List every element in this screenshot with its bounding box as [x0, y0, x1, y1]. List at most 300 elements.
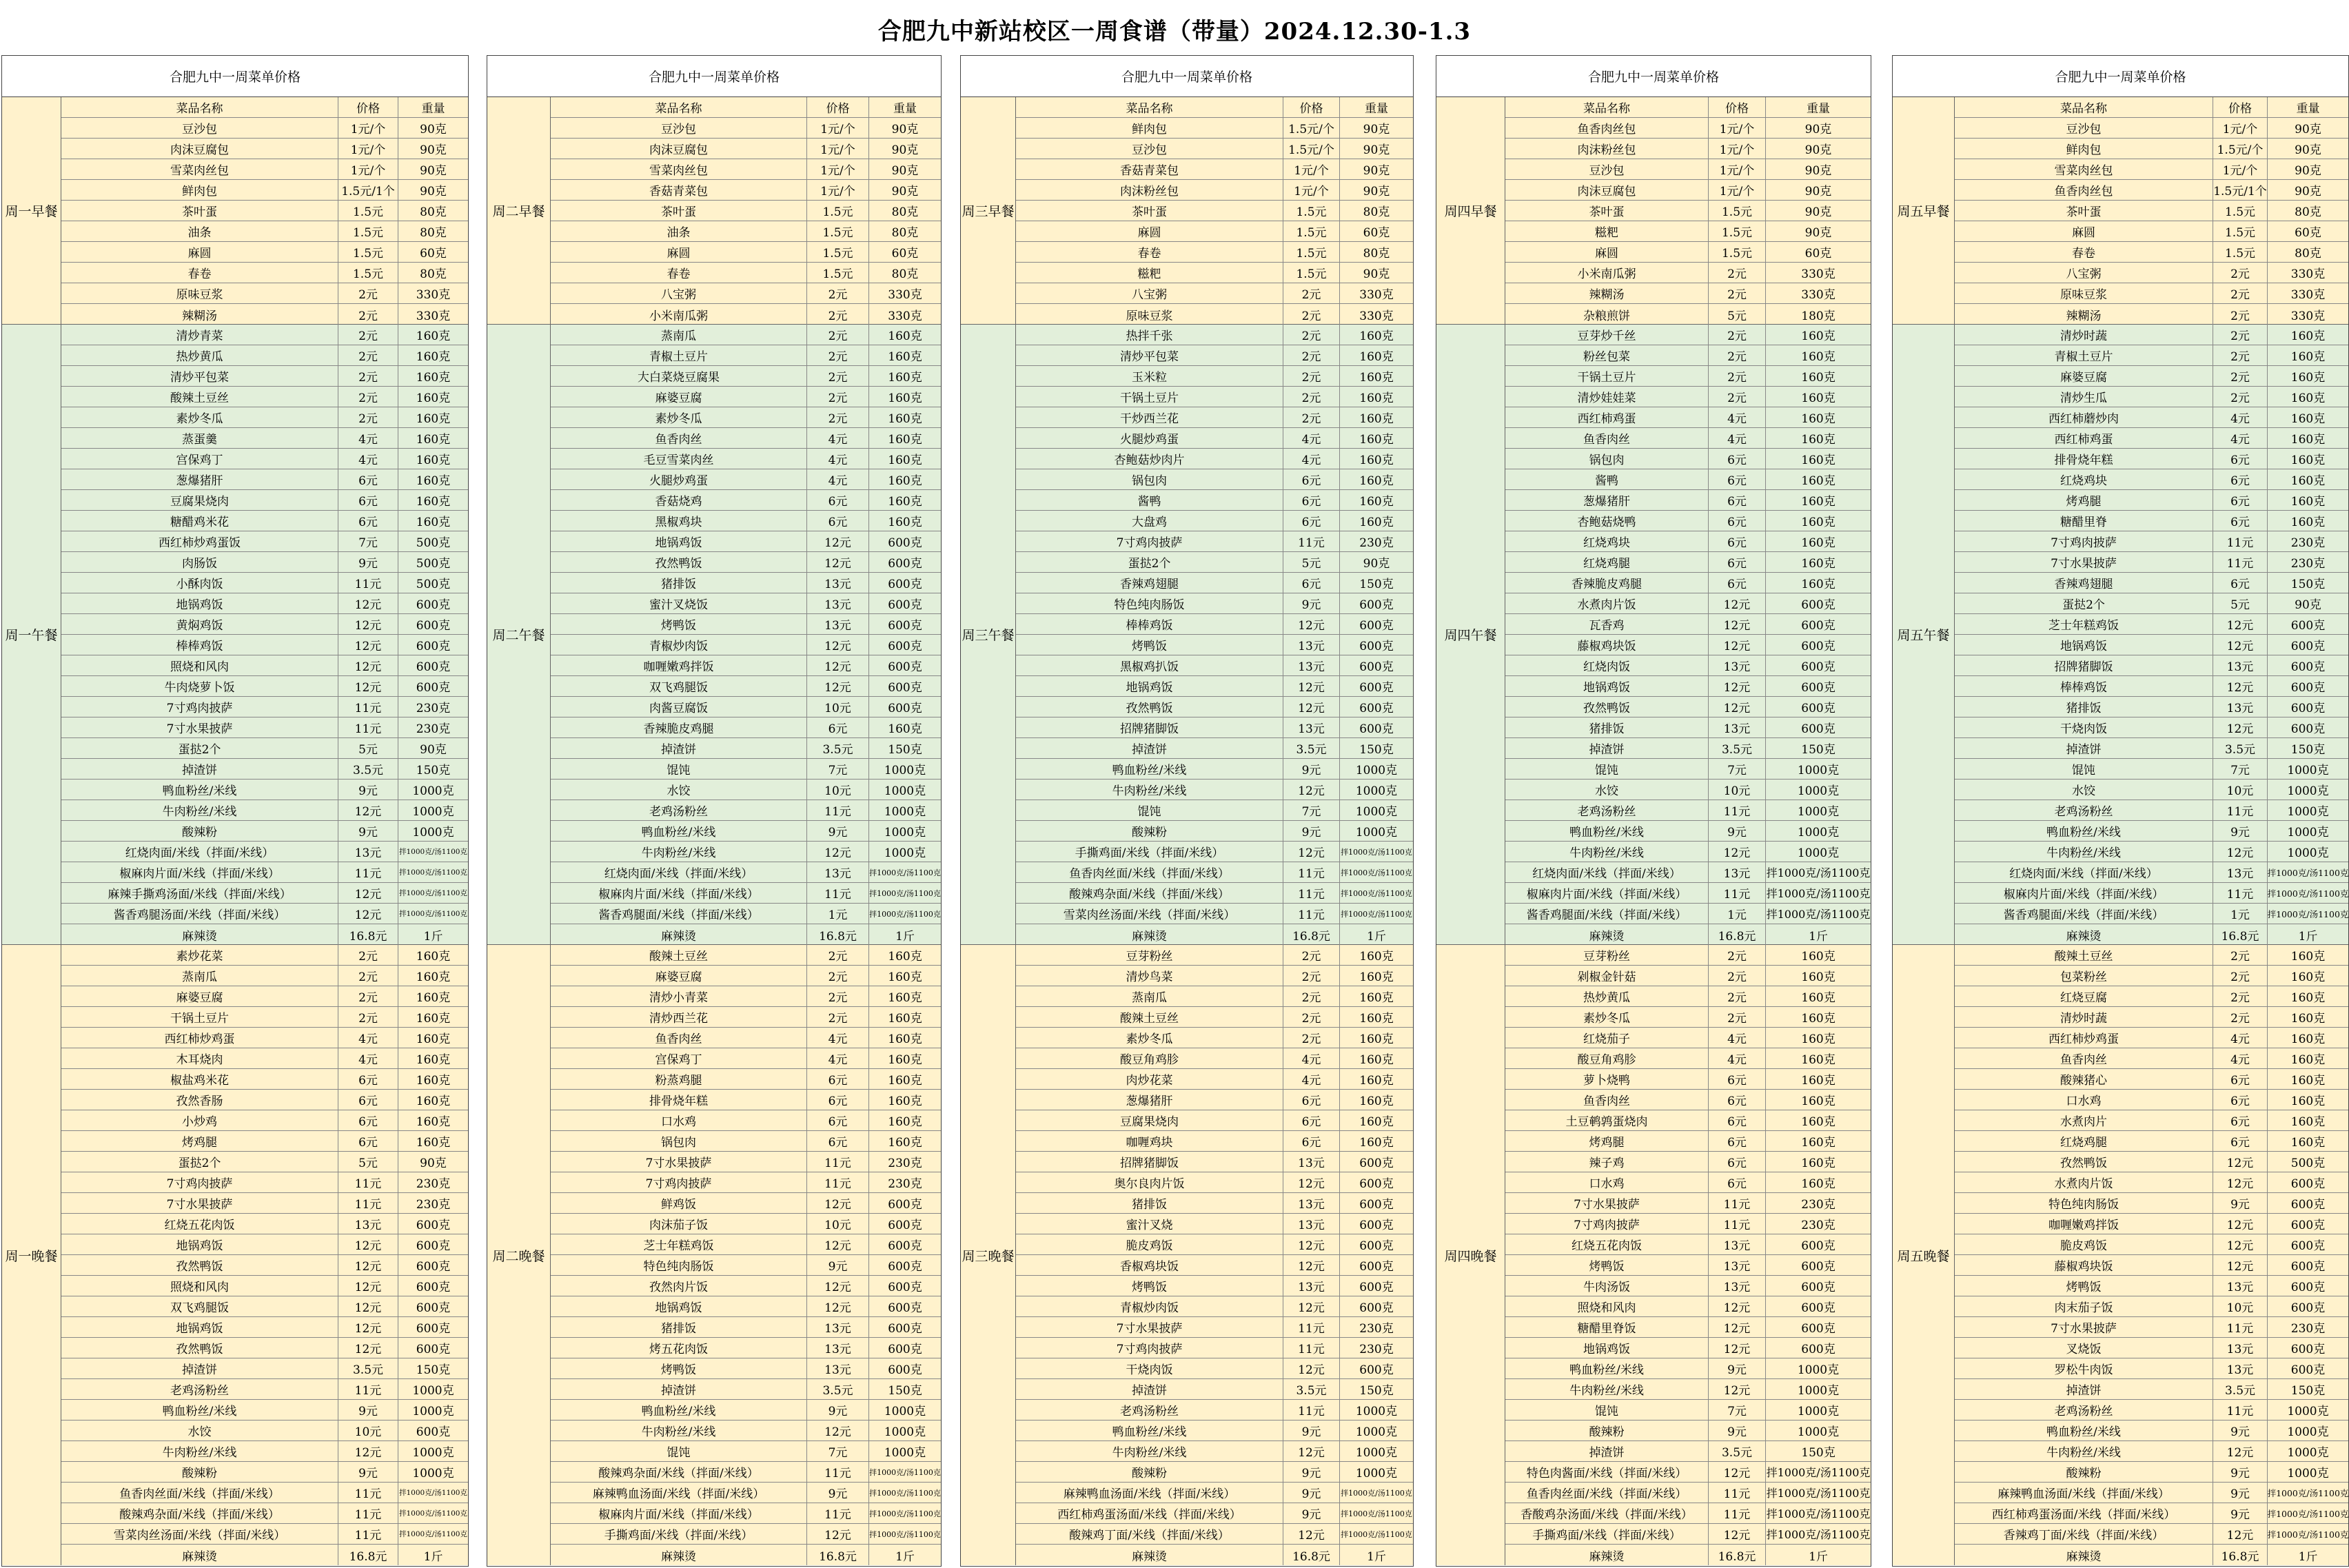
menu-row	[1016, 1358, 1413, 1379]
dish-price: 6元	[1709, 469, 1766, 489]
dish-name: 烤鸭饭	[1505, 1255, 1709, 1275]
dish-weight: 160克	[2290, 329, 2326, 343]
dish-weight: 600克	[2290, 1301, 2326, 1315]
menu-row	[61, 1338, 468, 1358]
dish-name: 清炒时蔬	[1955, 1007, 2213, 1027]
dish-price: 2元	[2213, 1007, 2268, 1027]
dish-name: 八宝粥	[1016, 283, 1283, 303]
dish-weight: 1000克	[412, 784, 454, 798]
dish-price: 11元	[1283, 1400, 1340, 1420]
dish-price: 12元	[807, 635, 869, 655]
menu-row	[551, 780, 941, 800]
meal-section-dinner	[961, 945, 1413, 1565]
dish-price: 13元	[1283, 1214, 1340, 1234]
dish-price: 6元	[1709, 573, 1766, 593]
meal-label: 周一早餐	[2, 97, 61, 324]
dish-price: 2元	[807, 986, 869, 1006]
dish-price: 6元	[807, 490, 869, 510]
dish-price: 2元	[807, 966, 869, 986]
menu-row	[1505, 717, 1871, 738]
dish-weight: 160克	[416, 516, 451, 529]
dish-price: 12元	[807, 1296, 869, 1316]
dish-price: 11元	[807, 1462, 869, 1482]
dish-weight: 1000克	[412, 805, 454, 819]
dish-price: 价格	[338, 97, 398, 117]
dish-price: 2元	[807, 387, 869, 407]
dish-price: 13元	[1283, 1193, 1340, 1213]
menu-row	[1505, 325, 1871, 345]
dish-price: 13元	[807, 862, 869, 882]
menu-row	[1016, 449, 1413, 469]
dish-weight: 拌1000克/汤1100克	[1766, 908, 1871, 921]
dish-price: 2元	[1283, 1007, 1340, 1027]
dish-name: 葱爆猪肝	[61, 469, 338, 489]
dish-weight: 160克	[888, 1074, 922, 1088]
dish-price: 1.5元	[1283, 242, 1340, 262]
menu-row	[61, 1317, 468, 1338]
dish-weight: 160克	[1359, 474, 1394, 488]
dish-price: 6元	[2213, 1131, 2268, 1151]
menu-row	[1955, 738, 2348, 759]
dish-price: 12元	[807, 1193, 869, 1213]
dish-name: 鲜肉包	[1955, 139, 2213, 159]
dish-weight: 160克	[1801, 950, 1836, 964]
dish-weight: 600克	[1359, 681, 1394, 695]
menu-row	[1505, 1462, 1871, 1483]
dish-weight: 600克	[2290, 619, 2326, 633]
dish-name: 猪排饭	[1016, 1193, 1283, 1213]
dish-weight: 90克	[420, 743, 447, 757]
menu-row	[1016, 159, 1413, 180]
menu-row	[1505, 1296, 1871, 1317]
dish-price: 13元	[1709, 1234, 1766, 1254]
dish-weight: 1000克	[412, 1405, 454, 1418]
dish-weight: 90克	[891, 185, 919, 198]
dish-weight: 拌1000克/汤1100克	[1766, 887, 1871, 900]
menu-row	[1505, 986, 1871, 1007]
menu-row	[61, 1483, 468, 1503]
menu-row	[551, 1545, 941, 1565]
dish-weight: 90克	[2295, 598, 2321, 612]
menu-row	[551, 1400, 941, 1421]
dish-name: 脆皮鸡饭	[1955, 1234, 2213, 1254]
dish-weight: 600克	[888, 536, 922, 550]
dish-weight: 600克	[2290, 660, 2326, 674]
dish-price: 1元/个	[1709, 159, 1766, 179]
menu-row	[551, 1462, 941, 1483]
dish-price: 1.5元/个	[1283, 118, 1340, 138]
dish-name: 大白菜烧豆腐果	[551, 366, 807, 386]
dish-price: 9元	[2213, 1421, 2268, 1440]
dish-weight: 600克	[1801, 1301, 1836, 1315]
menu-row	[551, 759, 941, 780]
dish-price: 4元	[1283, 1048, 1340, 1068]
dish-weight: 160克	[888, 516, 922, 529]
menu-row	[1505, 387, 1871, 407]
dish-weight: 230克	[416, 702, 451, 715]
dish-name: 烤鸭饭	[551, 1358, 807, 1378]
dish-price: 4元	[338, 449, 398, 469]
dish-weight: 160克	[2290, 970, 2326, 984]
dish-name: 酸辣粉	[61, 821, 338, 841]
dish-price: 11元	[2213, 552, 2268, 572]
menu-row	[1505, 511, 1871, 531]
dish-price: 16.8元	[1283, 1545, 1340, 1565]
dish-weight: 230克	[416, 722, 451, 736]
dish-weight: 1斤	[423, 929, 443, 944]
dish-weight: 150克	[416, 1363, 451, 1377]
menu-row	[1016, 490, 1413, 511]
dish-weight: 600克	[888, 1322, 922, 1336]
dish-name: 红烧肉面/米线（拌面/米线）	[1955, 862, 2213, 882]
dish-weight: 重量	[2296, 102, 2320, 116]
menu-rows	[1955, 325, 2348, 944]
dish-price: 12元	[2213, 1152, 2268, 1172]
dish-name: 鲜肉包	[61, 180, 338, 200]
dish-name: 孜然肉片饭	[551, 1276, 807, 1296]
menu-row	[551, 655, 941, 676]
dish-price: 1元/个	[338, 159, 398, 179]
dish-name: 糍粑	[1505, 221, 1709, 241]
menu-row	[61, 717, 468, 738]
dish-name: 酸辣粉	[1505, 1421, 1709, 1440]
dish-price: 6元	[338, 1131, 398, 1151]
menu-row	[1016, 1090, 1413, 1110]
dish-weight: 160克	[1359, 1053, 1394, 1067]
dish-price: 价格	[1709, 97, 1766, 117]
dish-name: 豆芽粉丝	[1505, 945, 1709, 965]
dish-price: 1.5元	[2213, 242, 2268, 262]
dish-name: 烤鸭饭	[1016, 1276, 1283, 1296]
dish-weight: 160克	[416, 1094, 451, 1108]
dish-weight: 160克	[416, 1012, 451, 1026]
menu-row	[551, 986, 941, 1007]
dish-name: 酸辣粉	[1955, 1462, 2213, 1482]
dish-price: 4元	[1709, 428, 1766, 448]
dish-name: 黑椒鸡块	[551, 511, 807, 531]
dish-name: 口水鸡	[1505, 1172, 1709, 1192]
menu-row	[1955, 242, 2348, 263]
menu-row	[1016, 945, 1413, 966]
dish-name: 鸭血粉丝/米线	[1955, 821, 2213, 841]
dish-weight: 1000克	[1797, 1405, 1840, 1418]
column-header-row	[1955, 97, 2348, 118]
column-header-row	[1505, 97, 1871, 118]
menu-row	[61, 842, 468, 862]
dish-name: 孜然鸭饭	[1016, 697, 1283, 717]
menu-row	[551, 490, 941, 511]
dish-weight: 拌1000克/汤1100克	[1766, 1528, 1871, 1541]
dish-price: 12元	[1283, 1358, 1340, 1378]
dish-name: 馄饨	[1016, 800, 1283, 820]
dish-weight: 600克	[2290, 1343, 2326, 1356]
meal-label: 周五早餐	[1893, 97, 1955, 324]
dish-weight: 600克	[888, 1363, 922, 1377]
dish-weight: 拌1000克/汤1100克	[1341, 1509, 1412, 1518]
menu-rows	[1505, 97, 1871, 324]
dish-name: 牛肉粉丝/米线	[1505, 1379, 1709, 1399]
day-table-2	[487, 55, 942, 1567]
dish-price: 13元	[1709, 1276, 1766, 1296]
dish-name: 茶叶蛋	[1505, 201, 1709, 221]
dish-name: 蛋挞2个	[1955, 593, 2213, 613]
dish-weight: 90克	[1804, 205, 1832, 219]
dish-price: 11元	[338, 697, 398, 717]
menu-row	[1955, 387, 2348, 407]
menu-row	[61, 924, 468, 945]
meal-label: 周三午餐	[961, 325, 1016, 944]
dish-weight: 160克	[888, 454, 922, 467]
dish-price: 6元	[1709, 490, 1766, 510]
dish-price: 2元	[1283, 945, 1340, 965]
dish-price: 11元	[1709, 1214, 1766, 1234]
dish-price: 6元	[807, 1090, 869, 1110]
meal-label: 周四晚餐	[1436, 945, 1505, 1565]
menu-row	[1505, 366, 1871, 387]
menu-row	[61, 118, 468, 139]
dish-price: 2元	[807, 304, 869, 325]
dish-weight: 1000克	[2287, 826, 2329, 839]
dish-price: 12元	[338, 800, 398, 820]
dish-price: 2元	[807, 945, 869, 965]
dish-price: 10元	[807, 780, 869, 800]
menu-row	[61, 159, 468, 180]
dish-name: 特色肉酱面/米线（拌面/米线）	[1505, 1462, 1709, 1482]
dish-name: 掉渣饼	[1505, 738, 1709, 758]
dish-price: 13元	[1283, 717, 1340, 737]
menu-row	[1955, 366, 2348, 387]
menu-row	[551, 1441, 941, 1462]
dish-price: 1元/个	[2213, 159, 2268, 179]
menu-rows	[1505, 945, 1871, 1565]
menu-row	[551, 387, 941, 407]
dish-name: 麻辣烫	[551, 924, 807, 945]
dish-name: 葱爆猪肝	[1016, 1090, 1283, 1110]
dish-name: 雪菜肉丝包	[1955, 159, 2213, 179]
menu-row	[1955, 1193, 2348, 1214]
dish-name: 清炒生瓜	[1955, 387, 2213, 407]
dish-name: 鱼香肉丝	[551, 428, 807, 448]
dish-name: 香辣脆皮鸡腿	[1505, 573, 1709, 593]
dish-price: 2元	[2213, 283, 2268, 303]
dish-weight: 160克	[2290, 1115, 2326, 1129]
menu-row	[61, 1214, 468, 1234]
dish-weight: 600克	[888, 1260, 922, 1274]
dish-weight: 1斤	[895, 1549, 915, 1564]
dish-price: 1元/个	[2213, 118, 2268, 138]
dish-name: 西红柿炒鸡蛋	[1955, 1028, 2213, 1048]
dish-name: 麻辣烫	[61, 924, 338, 945]
dish-name: 青椒土豆片	[551, 345, 807, 365]
dish-weight: 80克	[1363, 247, 1390, 261]
dish-weight: 150克	[1801, 1446, 1836, 1460]
dish-price: 2元	[2213, 263, 2268, 283]
dish-name: 八宝粥	[551, 283, 807, 303]
menu-row	[1016, 221, 1413, 242]
dish-weight: 1000克	[884, 826, 926, 839]
dish-name: 猪排饭	[1505, 717, 1709, 737]
dish-name: 红烧肉面/米线（拌面/米线）	[61, 842, 338, 862]
dish-weight: 600克	[1801, 1322, 1836, 1336]
dish-price: 12元	[338, 676, 398, 696]
dish-price: 10元	[807, 1214, 869, 1234]
menu-row	[1016, 614, 1413, 635]
dish-name: 水煮肉片	[1955, 1110, 2213, 1130]
dish-price: 4元	[2213, 428, 2268, 448]
dish-weight: 1000克	[1797, 1425, 1840, 1439]
dish-weight: 330克	[888, 288, 922, 302]
dish-name: 鱼香肉丝包	[1505, 118, 1709, 138]
dish-price: 11元	[1709, 1193, 1766, 1213]
dish-price: 16.8元	[1709, 924, 1766, 945]
dish-price: 1.5元	[2213, 221, 2268, 241]
dish-weight: 拌1000克/汤1100克	[1766, 866, 1871, 879]
dish-weight: 160克	[1801, 578, 1836, 591]
dish-weight: 90克	[420, 1157, 447, 1170]
dish-price: 1元/个	[807, 159, 869, 179]
dish-name: 烤鸭饭	[1955, 1276, 2213, 1296]
menu-row	[61, 1131, 468, 1152]
dish-weight: 1000克	[884, 764, 926, 777]
menu-row	[1016, 780, 1413, 800]
menu-row	[61, 1276, 468, 1296]
dish-name: 老鸡汤粉丝	[61, 1379, 338, 1399]
menu-rows	[551, 945, 941, 1565]
menu-row	[1016, 469, 1413, 490]
dish-name: 鸭血粉丝/米线	[551, 1400, 807, 1420]
dish-weight: 160克	[2290, 1053, 2326, 1067]
dish-weight: 600克	[416, 1281, 451, 1294]
dish-weight: 拌1000克/汤1100克	[869, 868, 941, 877]
dish-weight: 600克	[416, 1260, 451, 1274]
dish-price: 11元	[2213, 800, 2268, 820]
dish-price: 6元	[1709, 1152, 1766, 1172]
menu-row	[1955, 118, 2348, 139]
dish-name: 酸辣土豆丝	[551, 945, 807, 965]
dish-name: 酱香鸡腿面/米线（拌面/米线）	[551, 904, 807, 924]
dish-price: 2元	[2213, 325, 2268, 345]
dish-name: 酸辣鸡丁面/米线（拌面/米线）	[1016, 1524, 1283, 1544]
dish-weight: 330克	[1801, 267, 1836, 281]
dish-name: 牛肉粉丝/米线	[1955, 842, 2213, 862]
dish-price: 2元	[338, 966, 398, 986]
dish-weight: 1000克	[1797, 784, 1840, 798]
dish-name: 鸭血粉丝/米线	[551, 821, 807, 841]
meal-section-breakfast	[487, 97, 941, 325]
dish-weight: 1斤	[1809, 929, 1828, 944]
menu-row	[61, 1172, 468, 1193]
dish-price: 13元	[1283, 1152, 1340, 1172]
menu-row	[61, 1255, 468, 1276]
dish-weight: 1000克	[2287, 1425, 2329, 1439]
menu-row	[1016, 1172, 1413, 1193]
dish-name: 蒸南瓜	[61, 966, 338, 986]
menu-rows	[551, 325, 941, 944]
dish-name: 鲜肉包	[1016, 118, 1283, 138]
dish-price: 9元	[807, 1255, 869, 1275]
menu-row	[1016, 1296, 1413, 1317]
dish-price: 2元	[1283, 366, 1340, 386]
dish-price: 7元	[807, 1441, 869, 1461]
dish-price: 1.5元	[1283, 221, 1340, 241]
dish-price: 12元	[2213, 614, 2268, 634]
dish-name: 豆沙包	[1016, 139, 1283, 159]
dish-name: 原味豆浆	[1016, 304, 1283, 325]
menu-row	[1505, 1152, 1871, 1172]
dish-price: 3.5元	[338, 1358, 398, 1378]
dish-name: 热炒黄瓜	[61, 345, 338, 365]
dish-weight: 拌1000克/汤1100克	[1766, 1487, 1871, 1500]
dish-price: 6元	[1709, 531, 1766, 551]
dish-weight: 600克	[1359, 1198, 1394, 1212]
dish-price: 1元	[1709, 904, 1766, 924]
dish-weight: 600克	[1359, 1177, 1394, 1191]
menu-row	[1955, 966, 2348, 986]
menu-row	[1505, 201, 1871, 221]
dish-price: 2元	[1709, 945, 1766, 965]
dish-name: 蒸南瓜	[1016, 986, 1283, 1006]
meal-section-lunch	[1436, 325, 1871, 945]
dish-weight: 600克	[1359, 619, 1394, 633]
dish-price: 4元	[1709, 407, 1766, 427]
dish-weight: 330克	[2290, 267, 2326, 281]
dish-name: 酸辣土豆丝	[1016, 1007, 1283, 1027]
dish-price: 1.5元/1个	[338, 180, 398, 200]
menu-row	[61, 904, 468, 924]
menu-row	[1016, 1441, 1413, 1462]
menu-row	[551, 821, 941, 842]
day-table-5	[1892, 55, 2349, 1567]
dish-weight: 160克	[1801, 536, 1836, 550]
dish-weight: 160克	[1801, 1012, 1836, 1026]
dish-price: 12元	[1709, 1524, 1766, 1544]
dish-price: 2元	[338, 945, 398, 965]
dish-weight: 90克	[1363, 123, 1390, 136]
dish-price: 9元	[2213, 821, 2268, 841]
menu-row	[551, 139, 941, 159]
menu-row	[1505, 1421, 1871, 1441]
dish-weight: 600克	[1359, 702, 1394, 715]
dish-name: 鱼香肉丝	[1505, 428, 1709, 448]
menu-row	[61, 573, 468, 593]
dish-price: 13元	[2213, 862, 2268, 882]
dish-price: 12元	[1709, 1462, 1766, 1482]
dish-weight: 160克	[888, 329, 922, 343]
dish-name: 鱼香肉丝面/米线（拌面/米线）	[1505, 1483, 1709, 1503]
menu-row	[61, 552, 468, 573]
dish-weight: 80克	[891, 226, 919, 240]
dish-name: 麻辣鸭血汤面/米线（拌面/米线）	[1016, 1483, 1283, 1503]
dish-name: 芝士年糕鸡饭	[1955, 614, 2213, 634]
menu-row	[1955, 1421, 2348, 1441]
dish-weight: 拌1000克/汤1100克	[1766, 1466, 1871, 1479]
dish-weight: 1000克	[412, 1467, 454, 1480]
meal-label: 周一晚餐	[2, 945, 61, 1565]
dish-weight: 600克	[2290, 1260, 2326, 1274]
dish-price: 2元	[1283, 304, 1340, 325]
dish-weight: 600克	[1359, 1281, 1394, 1294]
dish-price: 6元	[807, 1069, 869, 1089]
dish-price: 6元	[2213, 1110, 2268, 1130]
menu-row	[1016, 1379, 1413, 1400]
dish-name: 牛肉粉丝/米线	[61, 1441, 338, 1461]
dish-price: 9元	[1283, 821, 1340, 841]
dish-name: 麻婆豆腐	[1955, 366, 2213, 386]
dish-weight: 60克	[1363, 226, 1390, 240]
dish-weight: 160克	[2290, 1032, 2326, 1046]
dish-name: 照烧和风肉	[1505, 1296, 1709, 1316]
dish-price: 3.5元	[807, 738, 869, 758]
